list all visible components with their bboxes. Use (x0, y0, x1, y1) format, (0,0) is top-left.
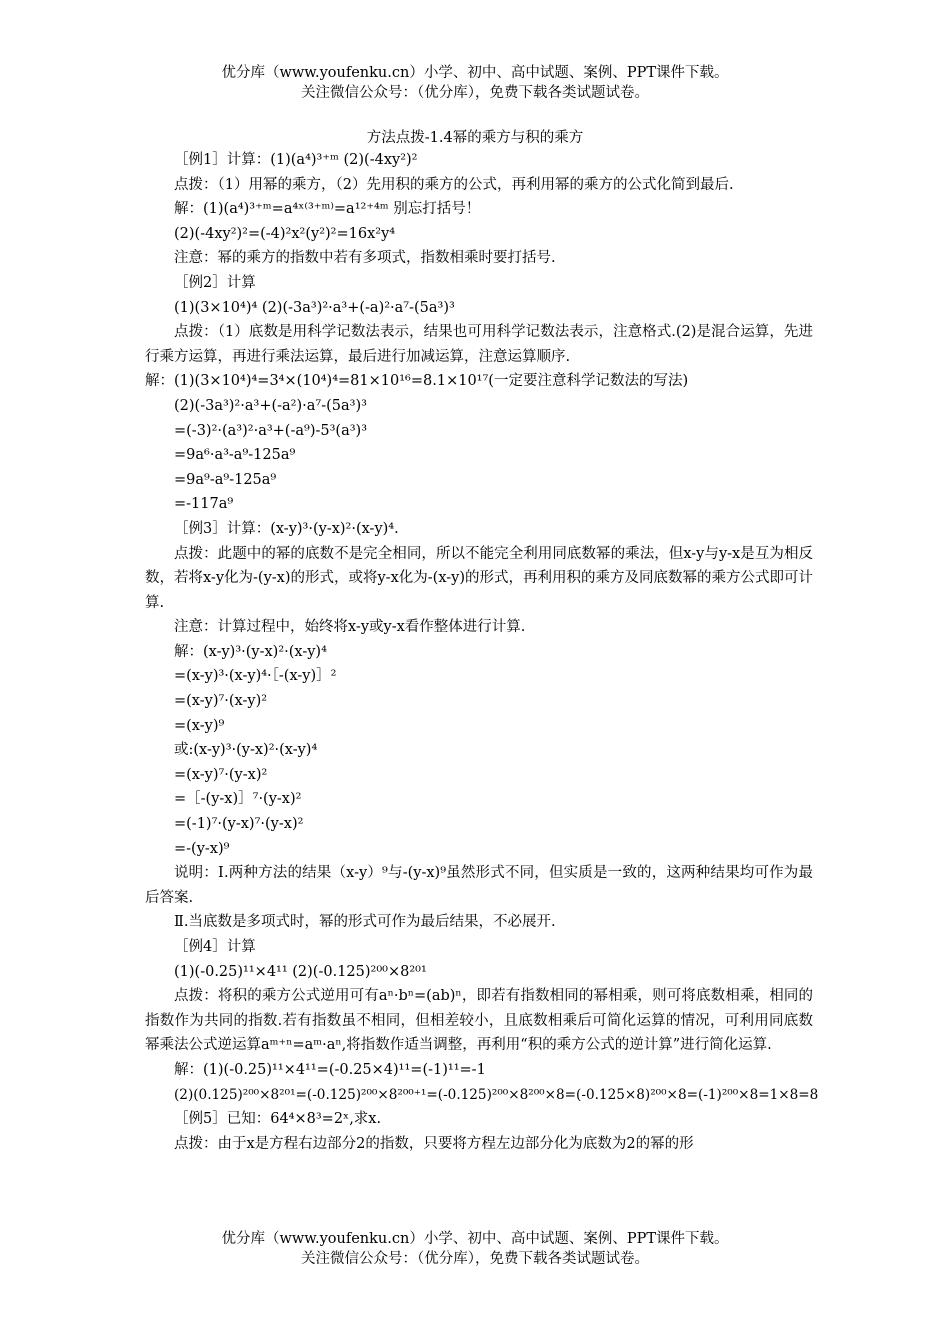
page-footer (0, 1229, 950, 1269)
example-3-alt-step-5: =-(y-x)⁹ (174, 840, 230, 857)
example-2-prompt: ［例2］计算 (174, 274, 256, 291)
example-3-step-3: =(x-y)⁷·(x-y)² (174, 693, 268, 710)
example-4-solution-2: (2)(0.125)²⁰⁰×8²⁰¹=(-0.125)²⁰⁰×8²⁰⁰⁺¹=(-0.125)²⁰⁰×8²⁰⁰×8=(-0.125×8)²⁰⁰×8=(-1)²⁰⁰×8=1×8=8 (174, 1086, 819, 1103)
example-3-step-4: =(x-y)⁹ (174, 717, 225, 734)
page-header (0, 63, 950, 103)
example-1-hint: 点拨：（1）用幂的乘方，（2）先用积的乘方的公式，再利用幂的乘方的公式化简到最后. (174, 176, 734, 193)
document-title: 方法点拨-1.4幂的乘方与积的乘方 (366, 130, 584, 146)
example-5-hint: 点拨：由于x是方程右边部分2的指数，只要将方程左边部分化为底数为2的幂的形 (174, 1135, 694, 1152)
example-1-solution-2: (2)(-4xy²)²=(-4)²x²(y²)²=16x²y⁴ (174, 225, 396, 242)
example-2-step-4: =9a⁹-a⁹-125a⁹ (174, 471, 277, 488)
document-body (145, 148, 819, 1156)
example-2-step-3: =9a⁶·a³-a⁹-125a⁹ (174, 447, 296, 464)
example-5-prompt: ［例5］已知：64⁴×8³=2ˣ,求x. (174, 1111, 382, 1128)
example-2-solution-1: 解：(1)(3×10⁴)⁴=3⁴×(10⁴)⁴=81×10¹⁶=8.1×10¹⁷(一定要注意科学记数法的写法) (145, 373, 689, 390)
example-1-solution-1: 解：(1)(a⁴)³⁺ᵐ=a⁴ˣ⁽³⁺ᵐ⁾=a¹²⁺⁴ᵐ 别忘打括号！ (174, 201, 481, 218)
example-4-prompt: ［例4］计算 (174, 939, 256, 955)
example-1-prompt: ［例1］计算：(1)(a⁴)³⁺ᵐ (2)(-4xy²)² (174, 152, 418, 168)
example-3-remark-2: Ⅱ.当底数是多项式时，幂的形式可作为最后结果，不必展开. (174, 914, 556, 931)
example-3-alt-step-1: 或:(x-y)³·(y-x)²·(x-y)⁴ (174, 742, 318, 759)
example-3-hint: 点拨：此题中的幂的底数不是完全相同，所以不能完全利用同底数幂的乘法，但x-y与y-x是互为相反数，若将x-y化为-(y-x)的形式，或将y-x化为-(x-y)的形式，再利用积的乘方及同底数幂的乘方公式即可计算. (145, 545, 813, 611)
example-4-hint: 点拨：将积的乘方公式逆用可有aⁿ·bⁿ=(ab)ⁿ，即若有指数相同的幂相乘，则可将底数相乘，相同的指数作为共同的指数.若有指数虽不相同，但相差较小，且底数相乘后可简化运算的情况，可利用同底数幂乘法公式逆运算aᵐ⁺ⁿ=aᵐ·aⁿ,将指数作适当调整，再利用“积的乘方公式的逆计算”进行简化运算. (145, 988, 813, 1054)
footer-line-1: 优分库（www.youfenku.cn）小学、初中、高中试题、案例、PPT课件下载。 (221, 1231, 729, 1247)
example-2-hint: 点拨：（1）底数是用科学记数法表示，结果也可用科学记数法表示，注意格式.(2)是混合运算，先进行乘方运算，再进行乘法运算，最后进行加减运算，注意运算顺序. (145, 324, 813, 365)
example-4-problems: (1)(-0.25)¹¹×4¹¹ (2)(-0.125)²⁰⁰×8²⁰¹ (174, 963, 427, 980)
example-3-alt-step-2: =(x-y)⁷·(y-x)² (174, 766, 268, 783)
header-line-1: 优分库（www.youfenku.cn）小学、初中、高中试题、案例、PPT课件下载。 (221, 65, 729, 81)
example-2-step-5: =-117a⁹ (174, 496, 234, 513)
example-3-alt-step-3: =［-(y-x)］⁷·(y-x)² (174, 791, 302, 808)
example-3-step-2: =(x-y)³·(x-y)⁴·［-(x-y)］² (174, 668, 337, 685)
example-1-note: 注意：幂的乘方的指数中若有多项式，指数相乘时要打括号. (174, 250, 556, 267)
example-2-step-1: (2)(-3a³)²·a³+(-a²)·a⁷-(5a³)³ (174, 397, 367, 414)
example-2-step-2: =(-3)²·(a³)²·a³+(-a⁹)-5³(a³)³ (174, 422, 368, 439)
example-2-problems: (1)(3×10⁴)⁴ (2)(-3a³)²·a³+(-a)²·a⁷-(5a³)³ (174, 299, 455, 316)
footer-line-2: 关注微信公众号：（优分库），免费下载各类试题试卷。 (301, 1251, 649, 1267)
header-line-2: 关注微信公众号：（优分库），免费下载各类试题试卷。 (301, 85, 649, 101)
example-3-remark-1: 说明：Ⅰ.两种方法的结果（x-y）⁹与-(y-x)⁹虽然形式不同，但实质是一致的，这两种结果均可作为最后答案. (145, 865, 813, 906)
example-3-note: 注意：计算过程中，始终将x-y或y-x看作整体进行计算. (174, 619, 526, 636)
example-3-step-1: 解：(x-y)³·(y-x)²·(x-y)⁴ (174, 643, 327, 660)
example-3-alt-step-4: =(-1)⁷·(y-x)⁷·(y-x)² (174, 816, 304, 833)
example-3-prompt: ［例3］计算：(x-y)³·(y-x)²·(x-y)⁴. (174, 520, 399, 537)
example-4-solution-1: 解：(1)(-0.25)¹¹×4¹¹=(-0.25×4)¹¹=(-1)¹¹=-1 (174, 1061, 486, 1078)
